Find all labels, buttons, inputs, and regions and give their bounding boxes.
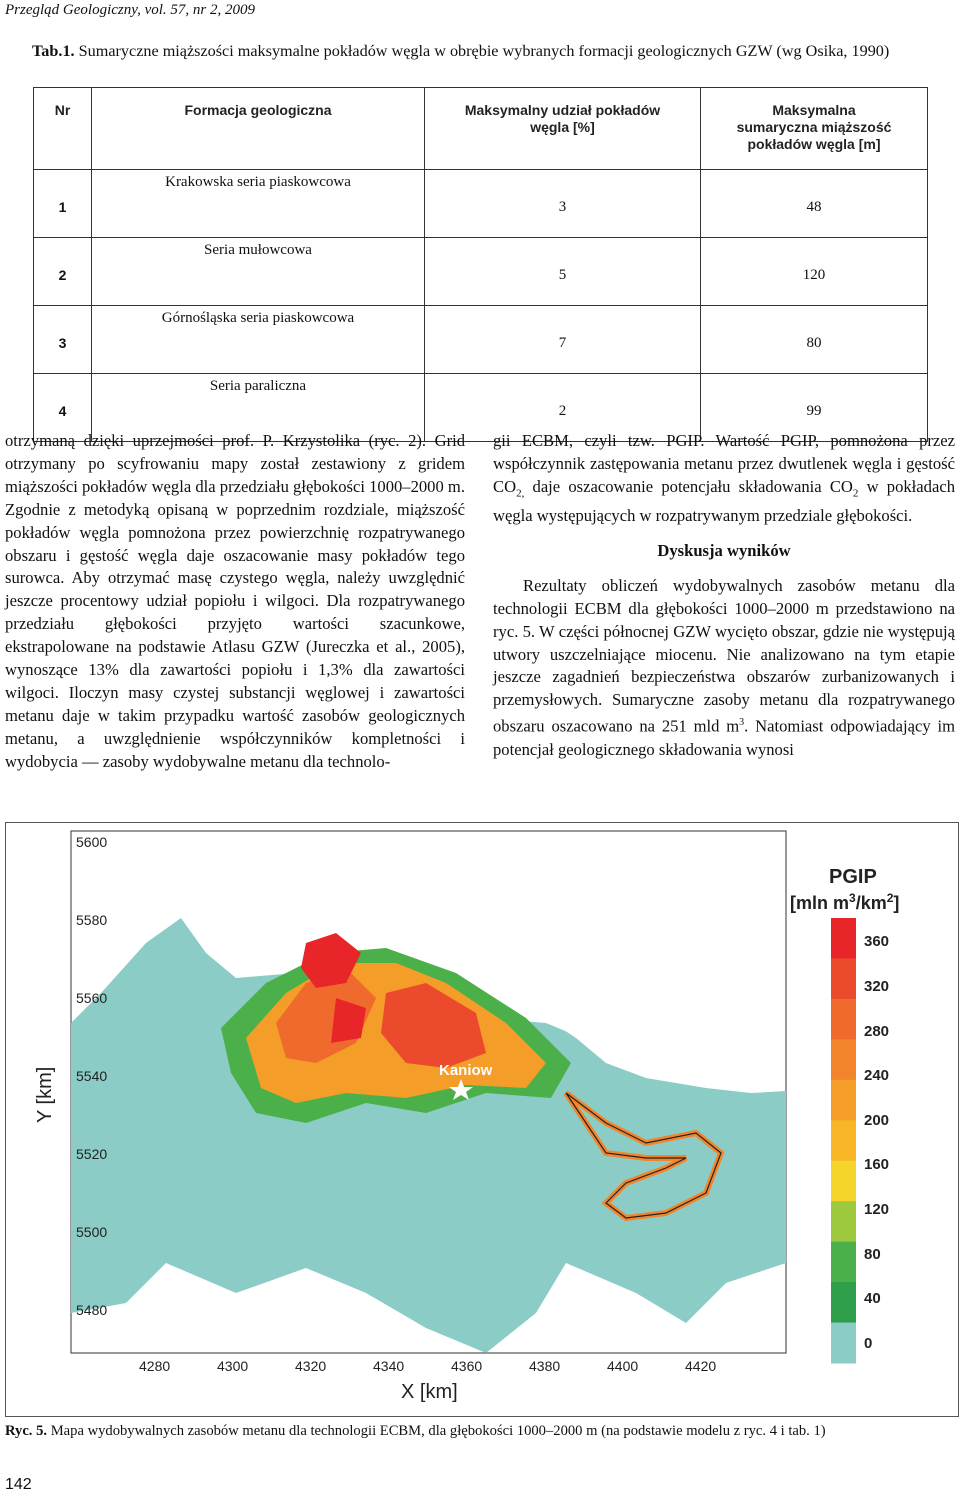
table-title-text: Sumaryczne miąższości maksymalne pokładów węgla w obrębie wybranych formacji geologicznych GZW (wg Osika, 1990)	[74, 42, 890, 60]
y-tick: 5560	[76, 990, 108, 1006]
legend-label: 120	[864, 1201, 890, 1218]
legend-swatch	[831, 1323, 856, 1364]
header-nr: Nr	[34, 88, 92, 170]
place-label: Kaniow	[439, 1062, 493, 1079]
x-axis-label: X [km]	[401, 1381, 458, 1403]
cell-share: 2	[425, 374, 701, 442]
figure-caption	[5, 1423, 826, 1440]
legend-color-bar	[831, 918, 856, 1364]
table-title-label: Tab.1.	[32, 42, 75, 60]
legend-unit: [mln $m^3/km^2$]	[790, 891, 900, 913]
legend-swatch	[831, 1282, 856, 1323]
legend-swatch	[831, 1161, 856, 1202]
y-axis-label: Y [km]	[34, 1066, 56, 1123]
cell-nr: 3	[34, 306, 92, 374]
table-header-row	[34, 88, 928, 170]
y-tick: 5500	[76, 1224, 108, 1240]
header-thickness: Maksymalna sumaryczna miąższość pokładów węgla [m]	[701, 88, 928, 170]
cell-nr: 4	[34, 374, 92, 442]
y-tick: 5480	[76, 1302, 108, 1318]
cell-formation: Seria paraliczna	[92, 374, 425, 442]
legend-label: 360	[864, 933, 890, 950]
cell-thickness: 80	[701, 306, 928, 374]
page-number: 142	[5, 1476, 32, 1493]
x-tick: 4400	[607, 1358, 639, 1374]
x-tick: 4300	[217, 1358, 249, 1374]
figure-map	[5, 822, 959, 1417]
x-tick: 4420	[685, 1358, 717, 1374]
map-svg	[6, 823, 958, 1416]
cell-thickness: 48	[701, 170, 928, 238]
cell-nr: 1	[34, 170, 92, 238]
body-paragraph: Rezultaty obliczeń wydobywalnych zasobów metanu dla technologii ECBM dla głębokości 1000–2000 m przedstawiono na ryc. 5. W części północnej GZW wycięto obszar, gdzie nie występują utwory uszczelniające miocenu. Nie analizowano na tym etapie jeszcze zagadnień bezpieczeństwa obszarów zurbanizowanych i przemysłowych. Sumaryczne zasoby metanu dla rozpatrywanego obszaru oszacowano na 251 mld $m^3$. Natomiast odpowiadający im potencjał geologicznego składowania wynosi	[493, 575, 956, 759]
legend-label: 240	[864, 1067, 890, 1084]
y-tick: 5520	[76, 1146, 108, 1162]
legend-swatch	[831, 1242, 856, 1283]
legend-swatch	[831, 1039, 856, 1080]
cell-thickness: 120	[701, 238, 928, 306]
legend-label: 0	[864, 1335, 873, 1352]
cell-nr: 2	[34, 238, 92, 306]
y-tick: 5540	[76, 1068, 108, 1084]
cell-thickness: 99	[701, 374, 928, 442]
body-paragraph: otrzymaną dzięki uprzejmości prof. P. Krzystolika (ryc. 2). Grid otrzymany po scyfrowaniu mapy został zestawiony z gridem miąższości pokładów węgla dla przedziału głębokości 1000–2000 m. Zgodnie z metodyką opisaną w poprzednim rozdziale, miąższość pokładów węgla pomnożona przez powierzchnię rozpatrywanego obszaru i gęstość węgla daje oszacowanie masy pokładów tego surowca. Aby otrzymać masę czystego węgla, należy uwzględnić jeszcze procentowy udział popiołu i wilgoci. Dla rozpatrywanego przedziału głębokości przyjęto wartości szacunkowe, ekstrapolowane na podstawie Atlasu GZW (Jureczka et al., 2005), wynoszące 13% dla zawartości popiołu i 1,3% dla zawartości wilgoci. Iloczyn masy czystej substancji węglowej i zawartości metanu daje w takim przypadku wartość zasobów geologicznych metanu, a uwzględnienie współczynników kompletności i wydobycia — zasoby wydobywalne metanu dla technolo-	[5, 431, 465, 771]
x-tick: 4280	[139, 1358, 171, 1374]
header-share: Maksymalny udział pokładów węgla [%]	[425, 88, 701, 170]
legend-swatch	[831, 1080, 856, 1121]
legend-label: 40	[864, 1290, 881, 1307]
legend-swatch	[831, 999, 856, 1040]
caption-label: Ryc. 5.	[5, 1423, 48, 1439]
section-heading: Dyskusja wyników	[657, 540, 791, 560]
legend-label: 80	[864, 1246, 881, 1263]
table-row	[34, 170, 928, 238]
legend-swatch	[831, 1120, 856, 1161]
x-tick: 4320	[295, 1358, 327, 1374]
header-formation: Formacja geologiczna	[92, 88, 425, 170]
cell-share: 7	[425, 306, 701, 374]
y-tick: 5600	[76, 834, 108, 850]
cell-share: 5	[425, 238, 701, 306]
cell-formation: Seria mułowcowa	[92, 238, 425, 306]
legend-title: PGIP	[829, 866, 877, 888]
coal-table	[33, 87, 928, 442]
table-row	[34, 306, 928, 374]
legend-label: 320	[864, 978, 890, 995]
y-tick: 5580	[76, 912, 108, 928]
x-tick: 4380	[529, 1358, 561, 1374]
legend-swatch	[831, 1201, 856, 1242]
journal-header: Przegląd Geologiczny, vol. 57, nr 2, 2009	[5, 2, 255, 18]
legend-label: 160	[864, 1156, 890, 1173]
x-tick: 4360	[451, 1358, 483, 1374]
left-text-column	[5, 430, 465, 774]
cell-formation: Górnośląska seria piaskowcowa	[92, 306, 425, 374]
table-row	[34, 238, 928, 306]
legend-label: 280	[864, 1023, 890, 1040]
body-paragraph: gii ECBM, czyli tzw. PGIP. Wartość PGIP, pomnożona przez współczynnik zastępowania metanu przez dwutlenek węgla i gęstość $CO_{2,}$ daje oszacowanie potencjału składowania $CO_2$ w pokładach węgla występujących w rozpatrywanym przedziale głębokości.	[493, 431, 955, 526]
table-title	[32, 42, 932, 61]
legend-swatch	[831, 958, 856, 999]
x-tick: 4340	[373, 1358, 405, 1374]
cell-share: 3	[425, 170, 701, 238]
right-text-column	[493, 430, 955, 762]
legend-label: 200	[864, 1112, 890, 1129]
legend-swatch	[831, 918, 856, 959]
cell-formation: Krakowska seria piaskowcowa	[92, 170, 425, 238]
caption-text: Mapa wydobywalnych zasobów metanu dla technologii ECBM, dla głębokości 1000–2000 m (na podstawie modelu z ryc. 4 i tab. 1)	[47, 1423, 826, 1439]
